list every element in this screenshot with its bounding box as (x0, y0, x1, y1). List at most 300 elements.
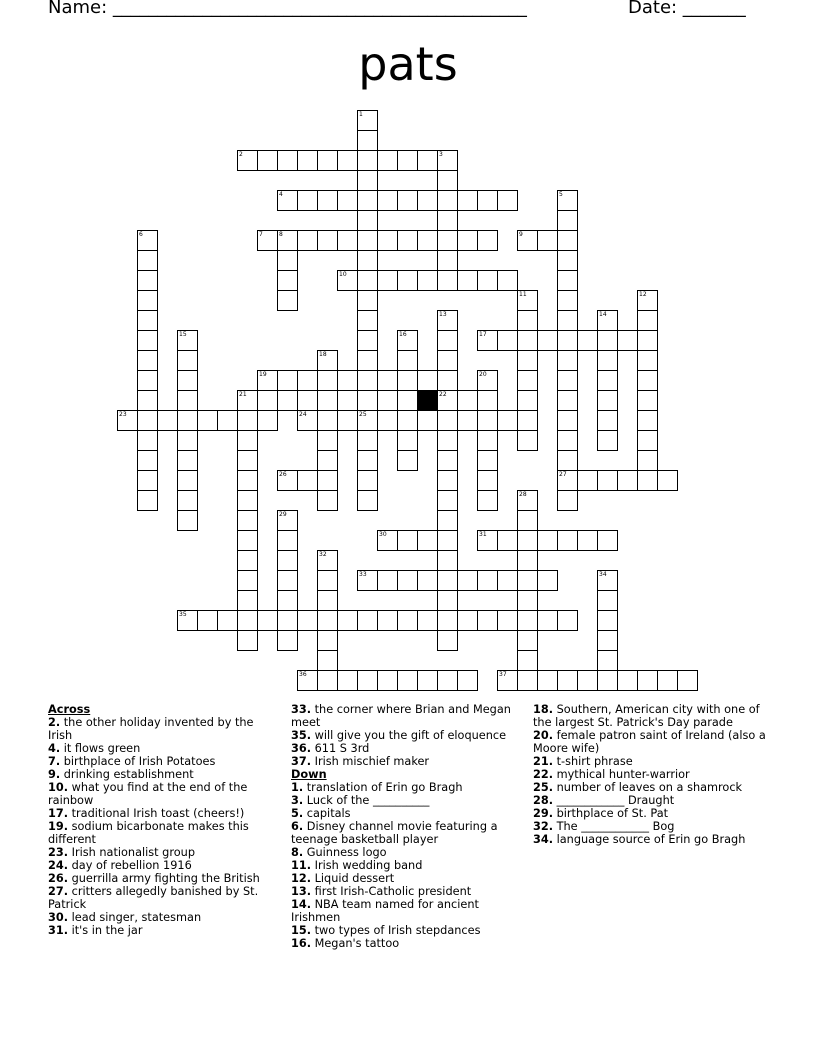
grid-cell[interactable] (457, 610, 478, 631)
grid-cell[interactable] (257, 390, 278, 411)
grid-cell[interactable] (237, 570, 258, 591)
grid-cell[interactable] (337, 270, 358, 291)
grid-cell[interactable] (517, 410, 538, 431)
grid-cell[interactable] (637, 370, 658, 391)
grid-cell[interactable] (477, 570, 498, 591)
grid-cell[interactable] (377, 390, 398, 411)
grid-cell[interactable] (477, 230, 498, 251)
grid-cell[interactable] (437, 530, 458, 551)
grid-cell[interactable] (257, 370, 278, 391)
grid-cell[interactable] (257, 610, 278, 631)
grid-cell[interactable] (437, 270, 458, 291)
grid-cell[interactable] (557, 490, 578, 511)
grid-cell[interactable] (517, 390, 538, 411)
grid-cell[interactable] (517, 310, 538, 331)
grid-cell[interactable] (537, 570, 558, 591)
grid-cell[interactable] (497, 190, 518, 211)
grid-cell[interactable] (577, 470, 598, 491)
grid-cell[interactable] (297, 390, 318, 411)
grid-cell[interactable] (177, 450, 198, 471)
grid-cell[interactable] (377, 190, 398, 211)
grid-cell[interactable] (457, 390, 478, 411)
grid-cell[interactable] (317, 430, 338, 451)
grid-cell[interactable] (557, 190, 578, 211)
grid-cell[interactable] (517, 370, 538, 391)
grid-cell[interactable] (517, 490, 538, 511)
grid-cell[interactable] (277, 230, 298, 251)
grid-cell[interactable] (417, 570, 438, 591)
grid-cell[interactable] (317, 230, 338, 251)
grid-cell[interactable] (357, 250, 378, 271)
grid-cell[interactable] (277, 390, 298, 411)
grid-cell[interactable] (297, 370, 318, 391)
grid-cell[interactable] (217, 610, 238, 631)
grid-cell[interactable] (557, 250, 578, 271)
grid-cell[interactable] (617, 330, 638, 351)
grid-cell[interactable] (557, 470, 578, 491)
grid-cell[interactable] (317, 410, 338, 431)
grid-cell[interactable] (397, 330, 418, 351)
grid-cell[interactable] (437, 350, 458, 371)
grid-cell[interactable] (517, 570, 538, 591)
grid-cell[interactable] (137, 250, 158, 271)
grid-cell[interactable] (357, 270, 378, 291)
grid-cell[interactable] (357, 570, 378, 591)
grid-cell[interactable] (517, 290, 538, 311)
grid-cell[interactable] (457, 190, 478, 211)
grid-cell[interactable] (357, 450, 378, 471)
grid-cell[interactable] (357, 210, 378, 231)
grid-cell[interactable] (437, 410, 458, 431)
grid-cell[interactable] (437, 550, 458, 571)
grid-cell[interactable] (237, 390, 258, 411)
grid-cell[interactable] (377, 230, 398, 251)
grid-cell[interactable] (397, 530, 418, 551)
grid-cell[interactable] (637, 390, 658, 411)
grid-cell[interactable] (437, 170, 458, 191)
grid-cell[interactable] (557, 290, 578, 311)
grid-cell[interactable] (297, 150, 318, 171)
grid-cell[interactable] (437, 250, 458, 271)
grid-cell[interactable] (177, 490, 198, 511)
grid-cell[interactable] (477, 430, 498, 451)
grid-cell[interactable] (597, 530, 618, 551)
grid-cell[interactable] (357, 610, 378, 631)
grid-cell[interactable] (337, 230, 358, 251)
grid-cell[interactable] (457, 230, 478, 251)
grid-cell[interactable] (237, 630, 258, 651)
grid-cell[interactable] (577, 530, 598, 551)
grid-cell[interactable] (317, 150, 338, 171)
grid-cell[interactable] (317, 450, 338, 471)
grid-cell[interactable] (557, 530, 578, 551)
grid-cell[interactable] (557, 610, 578, 631)
grid-cell[interactable] (257, 150, 278, 171)
grid-cell[interactable] (297, 610, 318, 631)
grid-cell[interactable] (497, 530, 518, 551)
grid-cell[interactable] (577, 330, 598, 351)
grid-cell[interactable] (397, 350, 418, 371)
grid-cell[interactable] (397, 150, 418, 171)
grid-cell[interactable] (597, 390, 618, 411)
grid-cell[interactable] (657, 470, 678, 491)
grid-cell[interactable] (157, 410, 178, 431)
grid-cell[interactable] (277, 270, 298, 291)
grid-cell[interactable] (517, 350, 538, 371)
grid-cell[interactable] (617, 470, 638, 491)
grid-cell[interactable] (457, 410, 478, 431)
grid-cell[interactable] (277, 630, 298, 651)
grid-cell[interactable] (497, 670, 518, 691)
grid-cell[interactable] (177, 370, 198, 391)
grid-cell[interactable] (357, 370, 378, 391)
grid-cell[interactable] (497, 270, 518, 291)
grid-cell[interactable] (497, 410, 518, 431)
grid-cell[interactable] (277, 530, 298, 551)
grid-cell[interactable] (397, 410, 418, 431)
grid-cell[interactable] (177, 610, 198, 631)
grid-cell[interactable] (557, 430, 578, 451)
grid-cell[interactable] (537, 230, 558, 251)
grid-cell[interactable] (137, 470, 158, 491)
grid-cell[interactable] (557, 210, 578, 231)
grid-cell[interactable] (297, 670, 318, 691)
grid-cell[interactable] (317, 590, 338, 611)
grid-cell[interactable] (597, 470, 618, 491)
grid-cell[interactable] (417, 610, 438, 631)
grid-cell[interactable] (637, 350, 658, 371)
grid-cell[interactable] (597, 650, 618, 671)
grid-cell[interactable] (317, 470, 338, 491)
grid-cell[interactable] (317, 570, 338, 591)
grid-cell[interactable] (637, 430, 658, 451)
grid-cell[interactable] (237, 450, 258, 471)
grid-cell[interactable] (517, 610, 538, 631)
grid-cell[interactable] (417, 230, 438, 251)
grid-cell[interactable] (277, 570, 298, 591)
grid-cell[interactable] (317, 350, 338, 371)
grid-cell[interactable] (517, 590, 538, 611)
grid-cell[interactable] (137, 310, 158, 331)
grid-cell[interactable] (677, 670, 698, 691)
grid-cell[interactable] (437, 590, 458, 611)
grid-cell[interactable] (557, 310, 578, 331)
grid-cell[interactable] (177, 470, 198, 491)
grid-cell[interactable] (277, 470, 298, 491)
grid-cell[interactable] (357, 390, 378, 411)
grid-cell[interactable] (357, 110, 378, 131)
grid-cell[interactable] (297, 470, 318, 491)
clue-number: 9. (48, 768, 61, 781)
grid-cell[interactable] (337, 150, 358, 171)
grid-cell[interactable] (177, 390, 198, 411)
grid-cell[interactable] (357, 150, 378, 171)
grid-cell[interactable] (537, 610, 558, 631)
grid-cell[interactable] (557, 390, 578, 411)
grid-cell[interactable] (557, 370, 578, 391)
grid-cell[interactable] (297, 410, 318, 431)
grid-cell[interactable] (477, 470, 498, 491)
grid-cell[interactable] (317, 390, 338, 411)
grid-cell[interactable] (137, 370, 158, 391)
grid-cell[interactable] (397, 570, 418, 591)
grid-cell[interactable] (197, 410, 218, 431)
grid-cell[interactable] (137, 270, 158, 291)
grid-cell[interactable] (357, 170, 378, 191)
grid-cell[interactable] (277, 190, 298, 211)
grid-cell[interactable] (137, 330, 158, 351)
grid-cell[interactable] (597, 350, 618, 371)
grid-cell[interactable] (137, 390, 158, 411)
cell-number: 27 (559, 471, 567, 478)
grid-cell[interactable] (477, 610, 498, 631)
grid-cell[interactable] (597, 670, 618, 691)
grid-cell[interactable] (397, 450, 418, 471)
grid-cell[interactable] (237, 590, 258, 611)
grid-cell[interactable] (397, 670, 418, 691)
grid-cell[interactable] (337, 670, 358, 691)
grid-cell[interactable] (637, 470, 658, 491)
grid-cell[interactable] (497, 610, 518, 631)
grid-cell[interactable] (517, 670, 538, 691)
grid-cell[interactable] (517, 530, 538, 551)
grid-cell[interactable] (177, 410, 198, 431)
grid-cell[interactable] (637, 410, 658, 431)
grid-cell[interactable] (237, 510, 258, 531)
grid-cell[interactable] (537, 530, 558, 551)
grid-cell[interactable] (357, 130, 378, 151)
grid-cell[interactable] (177, 350, 198, 371)
grid-cell[interactable] (637, 450, 658, 471)
grid-cell[interactable] (457, 570, 478, 591)
grid-cell[interactable] (557, 670, 578, 691)
grid-cell[interactable] (377, 610, 398, 631)
grid-cell[interactable] (597, 370, 618, 391)
grid-cell[interactable] (137, 450, 158, 471)
grid-cell[interactable] (417, 270, 438, 291)
grid-cell[interactable] (357, 310, 378, 331)
grid-cell[interactable] (437, 150, 458, 171)
grid-cell[interactable] (437, 370, 458, 391)
grid-cell[interactable] (417, 410, 438, 431)
grid-cell[interactable] (497, 330, 518, 351)
grid-cell[interactable] (477, 190, 498, 211)
grid-cell[interactable] (417, 370, 438, 391)
grid-cell[interactable] (397, 370, 418, 391)
grid-cell[interactable] (197, 610, 218, 631)
grid-cell[interactable] (177, 330, 198, 351)
grid-cell[interactable] (337, 190, 358, 211)
grid-cell[interactable] (437, 390, 458, 411)
grid-cell[interactable] (277, 590, 298, 611)
grid-cell[interactable] (437, 510, 458, 531)
grid-cell[interactable] (597, 430, 618, 451)
grid-cell[interactable] (337, 410, 358, 431)
grid-cell[interactable] (357, 350, 378, 371)
grid-cell[interactable] (537, 670, 558, 691)
grid-cell[interactable] (477, 370, 498, 391)
grid-cell[interactable] (137, 230, 158, 251)
grid-cell[interactable] (437, 450, 458, 471)
grid-cell[interactable] (317, 630, 338, 651)
grid-cell[interactable] (317, 370, 338, 391)
grid-cell[interactable] (357, 230, 378, 251)
grid-cell[interactable] (637, 310, 658, 331)
grid-cell[interactable] (557, 330, 578, 351)
grid-cell[interactable] (477, 490, 498, 511)
grid-cell[interactable] (237, 530, 258, 551)
grid-cell[interactable] (477, 270, 498, 291)
grid-cell[interactable] (137, 290, 158, 311)
grid-cell[interactable] (537, 330, 558, 351)
grid-cell[interactable] (277, 250, 298, 271)
grid-cell[interactable] (437, 330, 458, 351)
grid-cell[interactable] (137, 410, 158, 431)
grid-cell[interactable] (137, 350, 158, 371)
grid-cell[interactable] (397, 430, 418, 451)
grid-cell[interactable] (357, 430, 378, 451)
grid-cell[interactable] (457, 670, 478, 691)
grid-cell[interactable] (557, 350, 578, 371)
grid-cell[interactable] (317, 190, 338, 211)
grid-cell[interactable] (377, 530, 398, 551)
grid-cell[interactable] (437, 230, 458, 251)
grid-cell[interactable] (437, 430, 458, 451)
grid-cell[interactable] (317, 550, 338, 571)
grid-cell[interactable] (337, 390, 358, 411)
grid-cell[interactable] (297, 230, 318, 251)
grid-cell[interactable] (377, 370, 398, 391)
grid-cell[interactable] (297, 190, 318, 211)
grid-cell[interactable] (517, 330, 538, 351)
grid-cell[interactable] (597, 310, 618, 331)
grid-cell[interactable] (277, 150, 298, 171)
grid-cell[interactable] (277, 290, 298, 311)
grid-cell[interactable] (317, 670, 338, 691)
grid-cell[interactable] (597, 630, 618, 651)
grid-cell[interactable] (377, 670, 398, 691)
grid-cell[interactable] (237, 550, 258, 571)
grid-cell[interactable] (637, 330, 658, 351)
grid-cell[interactable] (617, 670, 638, 691)
grid-cell[interactable] (557, 410, 578, 431)
grid-cell[interactable] (417, 150, 438, 171)
grid-cell[interactable] (357, 470, 378, 491)
grid-cell[interactable] (397, 610, 418, 631)
grid-cell[interactable] (477, 410, 498, 431)
grid-cell[interactable] (637, 670, 658, 691)
grid-cell[interactable] (517, 650, 538, 671)
grid-cell[interactable] (377, 410, 398, 431)
grid-cell[interactable] (637, 290, 658, 311)
grid-cell[interactable] (437, 210, 458, 231)
grid-cell[interactable] (257, 230, 278, 251)
grid-cell[interactable] (317, 490, 338, 511)
grid-cell[interactable] (437, 310, 458, 331)
grid-cell[interactable] (137, 430, 158, 451)
grid-cell[interactable] (597, 330, 618, 351)
grid-cell[interactable] (437, 670, 458, 691)
grid-cell[interactable] (337, 370, 358, 391)
grid-cell[interactable] (357, 490, 378, 511)
grid-cell[interactable] (597, 610, 618, 631)
grid-cell[interactable] (417, 670, 438, 691)
grid-cell[interactable] (437, 630, 458, 651)
grid-cell[interactable] (517, 230, 538, 251)
grid-cell[interactable] (657, 670, 678, 691)
grid-cell[interactable] (557, 270, 578, 291)
grid-cell[interactable] (177, 510, 198, 531)
grid-cell[interactable] (477, 390, 498, 411)
grid-cell[interactable] (237, 490, 258, 511)
grid-cell[interactable] (357, 670, 378, 691)
grid-cell[interactable] (557, 450, 578, 471)
grid-cell[interactable] (277, 510, 298, 531)
grid-cell[interactable] (277, 610, 298, 631)
grid-cell[interactable] (597, 590, 618, 611)
grid-cell[interactable] (597, 410, 618, 431)
grid-cell[interactable] (317, 650, 338, 671)
grid-cell[interactable] (437, 190, 458, 211)
grid-cell[interactable] (517, 510, 538, 531)
across-clue (48, 846, 273, 859)
grid-cell[interactable] (417, 190, 438, 211)
grid-cell[interactable] (237, 470, 258, 491)
grid-cell[interactable] (277, 370, 298, 391)
grid-cell[interactable] (477, 530, 498, 551)
grid-cell[interactable] (237, 610, 258, 631)
grid-cell[interactable] (377, 570, 398, 591)
grid-cell[interactable] (577, 670, 598, 691)
grid-cell[interactable] (397, 190, 418, 211)
grid-cell[interactable] (397, 230, 418, 251)
grid-cell[interactable] (517, 630, 538, 651)
grid-cell[interactable] (357, 330, 378, 351)
grid-cell[interactable] (117, 410, 138, 431)
grid-cell[interactable] (497, 570, 518, 591)
grid-cell[interactable] (337, 610, 358, 631)
grid-cell[interactable] (597, 570, 618, 591)
grid-cell[interactable] (437, 470, 458, 491)
grid-cell[interactable] (517, 430, 538, 451)
grid-cell[interactable] (177, 430, 198, 451)
grid-cell[interactable] (397, 270, 418, 291)
grid-cell[interactable] (317, 610, 338, 631)
grid-cell[interactable] (377, 270, 398, 291)
grid-cell[interactable] (477, 450, 498, 471)
grid-cell[interactable] (237, 430, 258, 451)
grid-cell[interactable] (237, 150, 258, 171)
grid-cell[interactable] (357, 290, 378, 311)
grid-cell[interactable] (557, 230, 578, 251)
grid-cell[interactable] (437, 490, 458, 511)
grid-cell[interactable] (457, 270, 478, 291)
grid-cell[interactable] (237, 410, 258, 431)
grid-cell[interactable] (517, 550, 538, 571)
grid-cell[interactable] (217, 410, 238, 431)
grid-cell[interactable] (257, 410, 278, 431)
grid-cell[interactable] (357, 190, 378, 211)
grid-cell[interactable] (397, 390, 418, 411)
grid-cell[interactable] (277, 550, 298, 571)
grid-cell[interactable] (137, 490, 158, 511)
grid-cell[interactable] (437, 570, 458, 591)
grid-cell[interactable] (477, 330, 498, 351)
grid-cell[interactable] (437, 610, 458, 631)
grid-cell[interactable] (357, 410, 378, 431)
grid-cell[interactable] (417, 530, 438, 551)
grid-cell[interactable] (377, 150, 398, 171)
